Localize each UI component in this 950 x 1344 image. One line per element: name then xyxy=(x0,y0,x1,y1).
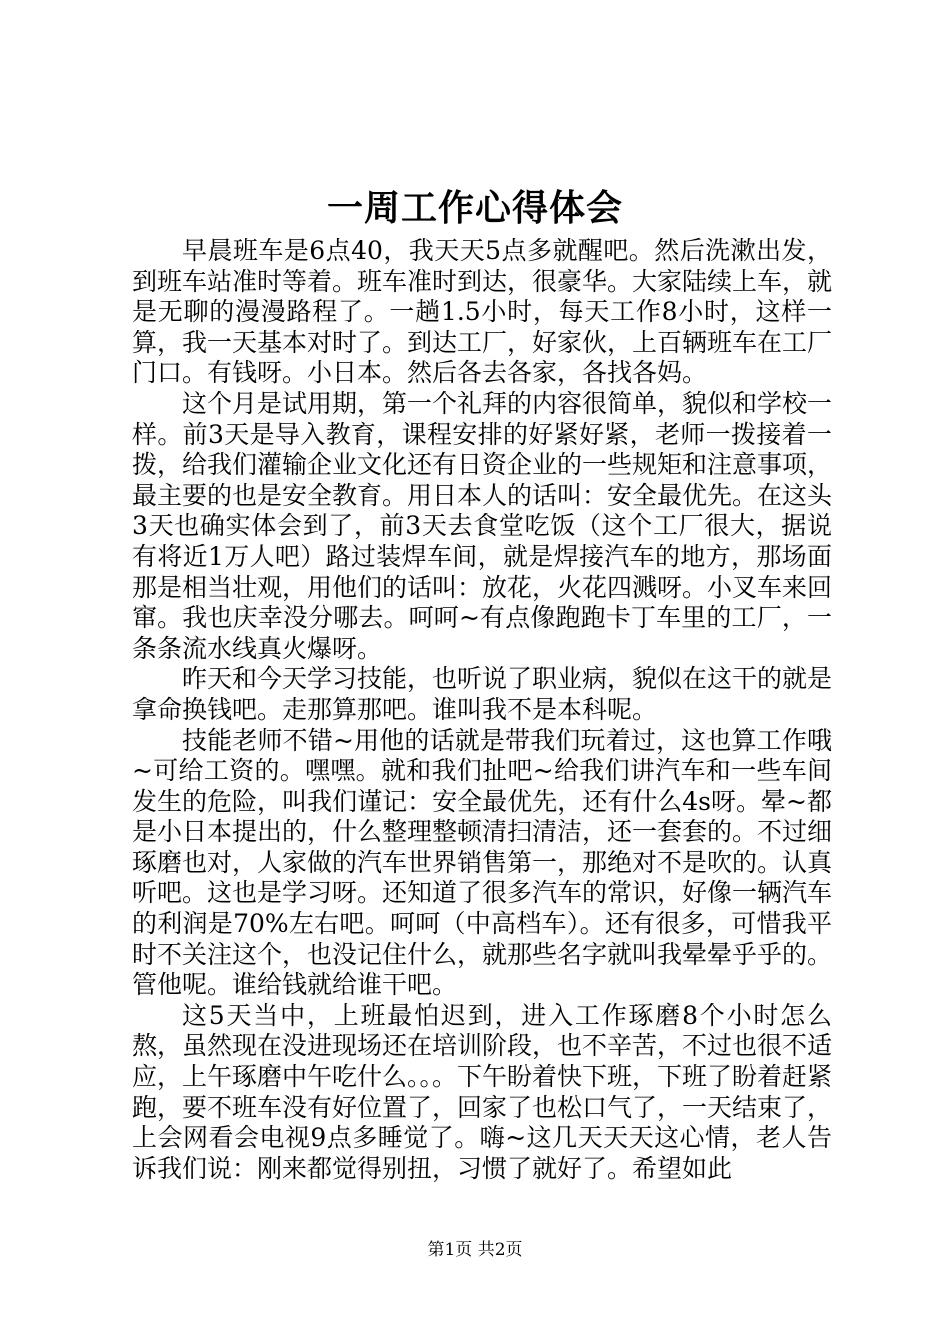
document-title: 一周工作心得体会 xyxy=(326,187,623,229)
paragraph-2: 这个月是试用期，第一个礼拜的内容很简单，貌似和学校一样。前3天是导入教育，课程安排的好紧好紧，老师一拨接着一拨，给我们灌输企业文化还有日资企业的一些规矩和注意事项，最主要的也是安全教育。用日本人的话叫：安全最优先。在这头3天也确实体会到了，前3天去食堂吃饭（这个工厂很大，据说有将近1万人吧）路过装焊车间，就是焊接汽车的地方，那场面那是相当壮观，用他们的话叫：放花，火花四溅呀。小叉车来回窜。我也庆幸没分哪去。呵呵~有点像跑跑卡丁车里的工厂，一条条流水线真火爆呀。 xyxy=(132,388,833,663)
page-footer: 第1页 共2页 xyxy=(427,1240,523,1260)
paragraph-1: 早晨班车是6点40，我天天5点多就醒吧。然后洗漱出发，到班车站准时等着。班车准时到达，很豪华。大家陆续上车，就是无聊的漫漫路程了。一趟1.5小时，每天工作8小时，这样一算，我一天基本对时了。到达工厂，好家伙，上百辆班车在工厂门口。有钱呀。小日本。然后各去各家，各找各妈。 xyxy=(132,236,833,388)
paragraph-3: 昨天和今天学习技能，也听说了职业病，貌似在这干的就是拿命换钱吧。走那算那吧。谁叫我不是本科呢。 xyxy=(132,664,833,724)
paragraph-5: 这5天当中，上班最怕迟到，进入工作琢磨8个小时怎么熬，虽然现在没进现场还在培训阶段，也不辛苦，不过也很不适应，上午琢磨中午吃什么。。。下午盼着快下班，下班了盼着赶紧跑，要不班车没有好位置了，回家了也松口气了，一天结束了，上会网看会电视9点多睡觉了。嗨~这几天天天这心情，老人告诉我们说：刚来都觉得别扭，习惯了就好了。希望如此 xyxy=(132,1000,833,1183)
paragraph-4: 技能老师不错~用他的话就是带我们玩着过，这也算工作哦~可给工资的。嘿嘿。就和我们扯吧~给我们讲汽车和一些车间发生的危险，叫我们谨记：安全最优先，还有什么4s呀。晕~都是小日本提出的，什么整理整顿清扫清洁，还一套套的。不过细琢磨也对，人家做的汽车世界销售第一，那绝对不是吹的。认真听吧。这也是学习呀。还知道了很多汽车的常识，好像一辆汽车的利润是70%左右吧。呵呵（中高档车）。还有很多，可惜我平时不关注这个，也没记住什么，就那些名字就叫我晕晕乎乎的。管他呢。谁给钱就给谁干吧。 xyxy=(132,725,833,1000)
document-body xyxy=(132,236,832,1184)
